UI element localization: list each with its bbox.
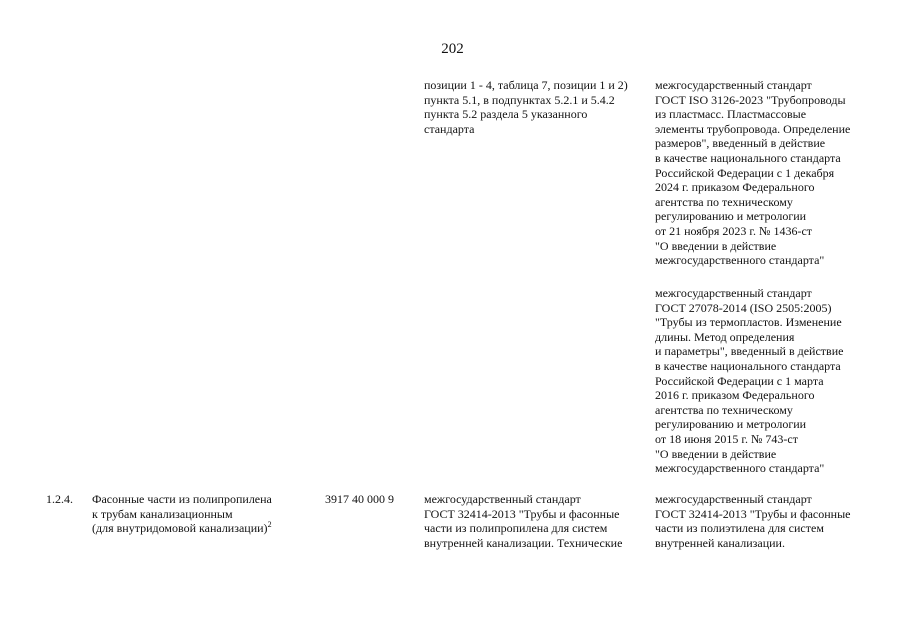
row-standard-polypropylene: межгосударственный стандарт ГОСТ 32414-2013 "Трубы и фасонные части из полипропилена для систем внутренней канализации. Технические [424, 492, 623, 550]
continuation-standard-clauses: позиции 1 - 4, таблица 7, позиции 1 и 2) пункта 5.1, в подпунктах 5.2.1 и 5.4.2 пункта 5.2 раздела 5 указанного стандарта [424, 78, 628, 136]
tnved-code: 3917 40 000 9 [325, 492, 394, 506]
row-standard-polyethylene: межгосударственный стандарт ГОСТ 32414-2013 "Трубы и фасонные части из полиэтилена для систем внутренней канализации. [655, 492, 851, 550]
continuation-standard-iso-3126: межгосударственный стандарт ГОСТ ISO 3126-2023 "Трубопроводы из пластмасс. Пластмассовые элементы трубопровода. Определение размеров", введенный в действие в качестве национального стандарта Российской Федерации с 1 декабря 2024 г. приказом Федерального агентства по техническому регулированию и метрологии от 21 ноября 2023 г. № 1436-ст "О введении в действие межгосударственного стандарта" [655, 78, 851, 268]
page-number: 202 [441, 41, 464, 57]
row-number: 1.2.4. [46, 492, 73, 506]
product-name [92, 492, 320, 536]
continuation-standard-gost-27078: межгосударственный стандарт ГОСТ 27078-2014 (ISO 2505:2005) "Трубы из термопластов. Изменение длины. Метод определения и параметры", введенный в действие в качестве национального стандарта Российской Федерации с 1 марта 2016 г. приказом Федерального агентства по техническому регулированию и метрологии от 18 июня 2015 г. № 743-ст "О введении в действие межгосударственного стандарта" [655, 286, 844, 476]
product-name-text: Фасонные части из полипропилена к трубам канализационным (для внутридомовой канализации) [92, 492, 272, 536]
footnote-marker: 2 [267, 520, 272, 530]
